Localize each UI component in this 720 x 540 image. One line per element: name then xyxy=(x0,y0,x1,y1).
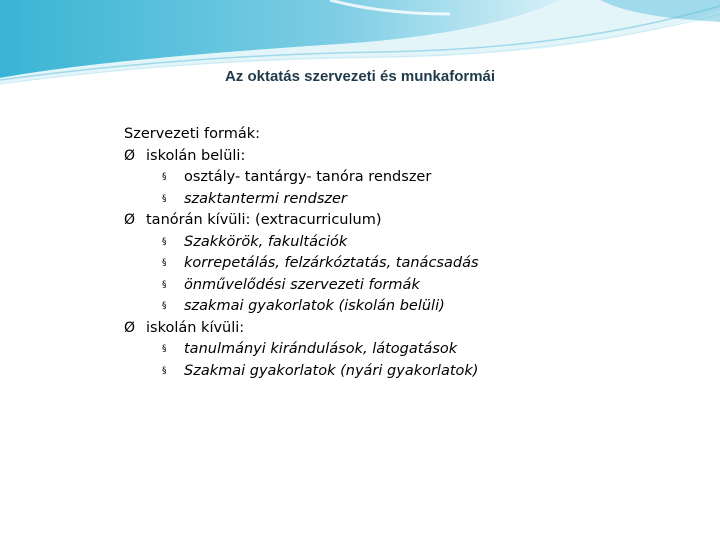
list-item xyxy=(124,361,684,383)
square-bullet-icon: § xyxy=(162,279,167,290)
slide-title: Az oktatás szervezeti és munkaformái xyxy=(224,68,496,85)
square-bullet-icon: § xyxy=(162,258,167,268)
sub-item: önművelődési szervezeti formák xyxy=(184,276,420,293)
section-heading: Szervezeti formák: xyxy=(124,126,261,142)
group-note: (extracurriculum) xyxy=(255,212,382,228)
list-item xyxy=(124,232,684,254)
group-label-wrap xyxy=(146,210,382,232)
square-bullet-icon: § xyxy=(162,172,167,182)
sub-item: osztály- tantárgy- tanóra rendszer xyxy=(184,169,432,185)
sub-item: tanulmányi kirándulások, látogatások xyxy=(184,341,458,357)
square-bullet-icon: § xyxy=(162,301,167,311)
list-item xyxy=(124,146,684,168)
list-item xyxy=(124,210,684,232)
square-bullet-icon: § xyxy=(162,236,167,247)
list-item xyxy=(124,339,684,361)
list-item xyxy=(124,167,684,189)
list-item xyxy=(124,253,684,275)
sub-item: Szakkörök, fakultációk xyxy=(184,233,348,250)
list-item xyxy=(124,318,684,340)
sub-item: szakmai gyakorlatok (iskolán belüli) xyxy=(184,298,445,314)
sub-item: korrepetálás, felzárkóztatás, tanácsadás xyxy=(184,255,479,271)
list-item xyxy=(124,275,684,297)
list-item xyxy=(124,189,684,211)
square-bullet-icon: § xyxy=(162,344,167,354)
square-bullet-icon: § xyxy=(162,365,167,376)
group-label: tanórán kívüli: xyxy=(146,212,251,228)
group-label: iskolán belüli: xyxy=(146,147,246,164)
content-list xyxy=(124,124,684,382)
heading-line xyxy=(124,124,684,146)
arrow-bullet-icon: Ø xyxy=(124,319,136,336)
list-item xyxy=(124,296,684,318)
arrow-bullet-icon: Ø xyxy=(124,147,136,164)
sub-item: Szakmai gyakorlatok (nyári gyakorlatok) xyxy=(184,362,479,379)
arrow-bullet-icon: Ø xyxy=(124,212,136,228)
sub-item: szaktantermi rendszer xyxy=(184,190,347,207)
group-label: iskolán kívüli: xyxy=(146,319,245,336)
square-bullet-icon: § xyxy=(162,193,167,204)
